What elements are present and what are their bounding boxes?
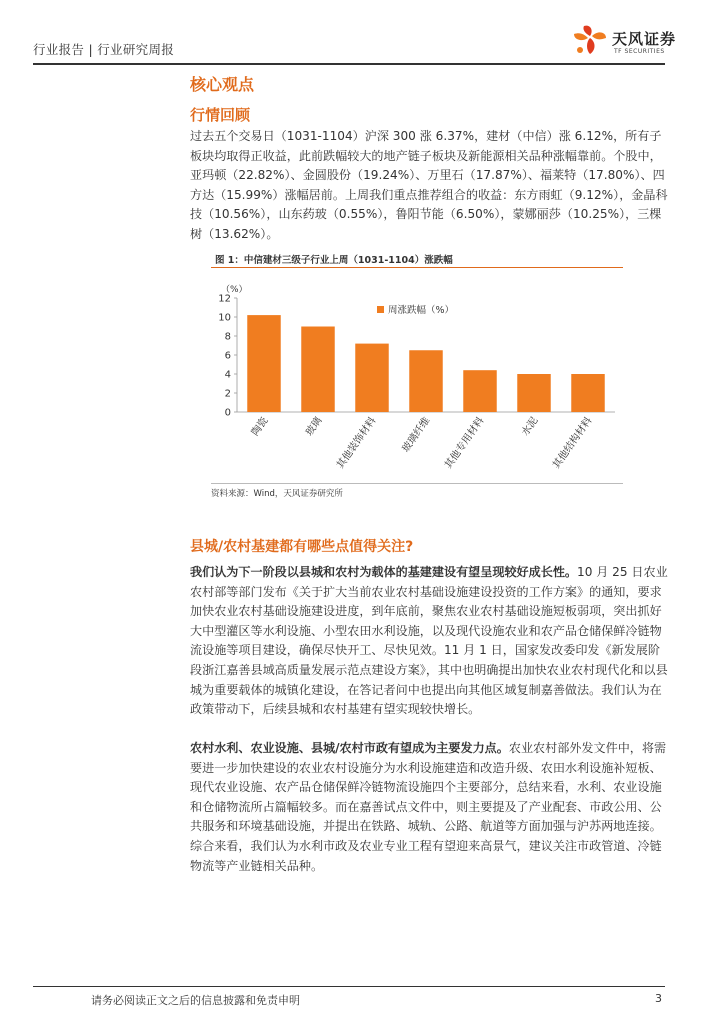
x-tick-label: 陶瓷 [249,415,271,439]
bar-6 [517,374,550,412]
y-tick-label: 6 [224,350,231,362]
y-tick-label: 4 [224,369,231,381]
bar-1 [247,315,280,412]
bar-7 [571,374,604,412]
bar-5 [463,370,496,412]
legend-swatch [377,306,384,313]
figure-title: 图 1：中信建材三级子行业上周（1031-1104）涨跌幅 [215,255,453,266]
county-paragraph-2-body: 农业农村部外发文件中，将需要进一步加快建设的农业农村设施分为水利设施建造和改造升级、农田水利设施补短板、现代农业设施、农产品仓储保鲜冷链物流设施四个主要部分，总结来看，水利、农业设施和仓储物流所占篇幅较多。而在嘉善试点文件中，则主要提及了产业配套、市政公用、公共服务和环境基础设施，并提出在铁路、城轨、公路、航道等方面加强与沪苏两地连接。综合来看，我们认为水利市政及农业专业工程有望迎来高景气，建议关注市政管道、冷链物流等产业链相关品种。 [190,741,667,873]
section-county-infrastructure: 县城/农村基建都有哪些点值得关注? [190,539,414,555]
county-paragraph-1-body: 10 月 25 日农业农村部等部门发布《关于扩大当前农业农村基础设施建设投资的工作方案》的通知，要求加快农业农村基础设施建设进度，到年底前，聚焦农业农村基础设施短板弱项，突出抓好大中型灌区等水利设施、小型农田水利设施，以及现代设施农业和农产品仓储保鲜冷链物流设施等项目建设，确保尽快开工、尽快见效。11 月 1 日，国家发改委印发《新发展阶段浙江嘉善县域高质量发展示范点建设方案》，其中也明确提出加快农业农村现代化和以县城为重要载体的城镇化建设，在答记者问中也提出向其他区域复制嘉善做法。我们认为在政策带动下，后续县城和农村基建有望实现较快增长。 [190,565,668,717]
report-type-label: 行业报告 | 行业研究周报 [33,42,175,57]
x-tick-label: 其他专用材料 [443,415,487,471]
y-tick-label: 8 [224,331,231,343]
x-tick-label: 玻璃纤维 [400,415,433,455]
y-unit-label: （%） [221,285,248,295]
footer-divider [33,986,665,987]
disclaimer-text: 请务必阅读正文之后的信息披露和免责申明 [91,994,300,1007]
bar-chart [211,270,623,484]
section-market-review: 行情回顾 [190,106,251,124]
logo-mark-icon [570,22,612,60]
bar-3 [355,344,388,412]
company-logo [570,22,680,60]
county-paragraph-1 [190,563,668,720]
bar-2 [301,327,334,413]
section-core-view: 核心观点 [190,75,255,94]
x-tick-label: 玻璃 [303,415,325,439]
logo-cn-text: 天风证券 [612,30,677,48]
y-tick-label: 2 [224,388,231,400]
x-tick-label: 其他结构材料 [551,415,595,471]
page-number: 3 [655,992,662,1005]
y-tick-label: 0 [224,407,231,419]
county-paragraph-2 [190,739,668,876]
county-paragraph-2-lead: 农村水利、农业设施、县城/农村市政有望成为主要发力点。 [190,741,509,755]
x-tick-label: 其他装饰材料 [335,415,379,471]
legend-label: 周涨跌幅（%） [388,305,455,316]
x-tick-label: 水泥 [519,415,541,439]
header-divider [33,63,665,65]
figure-source: 资料来源：Wind，天风证券研究所 [211,489,343,499]
market-review-paragraph: 过去五个交易日（1031-1104）沪深 300 涨 6.37%，建材（中信）涨 6.12%，所有子板块均取得正收益，此前跌幅较大的地产链子板块及新能源相关品种涨幅靠前。个股中，亚玛顿（22.82%）、金圆股份（19.24%）、万里石（17.87%）、福莱特（17.80%）、四方达（15.99%）涨幅居前。上周我们重点推荐组合的收益：东方雨虹（9.12%），金晶科技（10.56%），山东药玻（0.55%），鲁阳节能（6.50%），蒙娜丽莎（10.25%），三棵树（13.62%）。 [190,129,668,241]
y-tick-label: 12 [218,293,231,305]
y-tick-label: 10 [218,312,231,324]
bar-4 [409,350,442,412]
logo-en-text: TF SECURITIES [614,48,665,55]
figure-bottom-divider [211,483,623,484]
county-paragraph-1-lead: 我们认为下一阶段以县城和农村为载体的基建建设有望呈现较好成长性。 [190,565,578,579]
